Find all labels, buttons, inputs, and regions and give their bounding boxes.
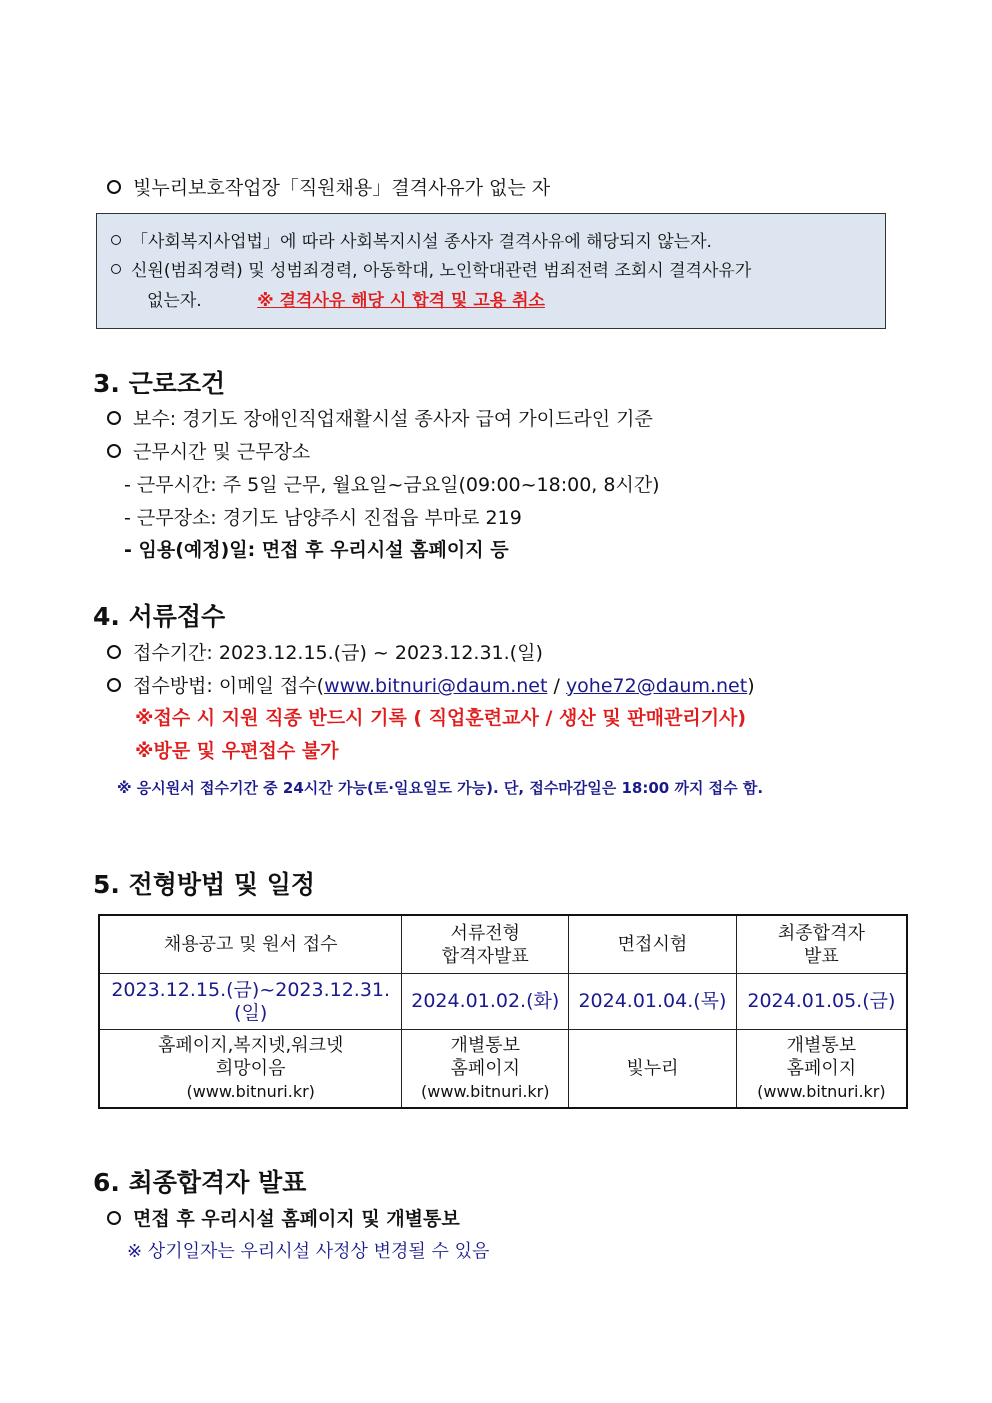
circle-bullet-icon xyxy=(107,1211,121,1225)
circle-bullet-icon xyxy=(107,444,121,458)
box-line-1: 「사회복지사업법」에 따라 사회복지시설 종사자 결격사유에 해당되지 않는자. xyxy=(111,230,712,254)
schedule-header-cell: 최종합격자 발표 xyxy=(736,915,907,974)
disqualification-box xyxy=(96,213,886,329)
box-line-3: 없는자. ※ 결격사유 해당 시 합격 및 고용 취소 xyxy=(147,291,545,311)
email-link-1[interactable]: www.bitnuri@daum.net xyxy=(324,675,548,697)
circle-bullet-icon xyxy=(111,264,121,274)
place-line: - 근무장소: 경기도 남양주시 진접읍 부마로 219 xyxy=(124,507,522,529)
final-announce-line: 면접 후 우리시설 홈페이지 및 개별통보 xyxy=(107,1207,460,1231)
schedule-date-cell: 2024.01.02.(화) xyxy=(402,974,569,1030)
section4-title: 4. 서류접수 xyxy=(93,602,226,631)
schedule-header-cell: 면접시험 xyxy=(569,915,737,974)
schedule-note-cell: 개별통보 홈페이지 (www.bitnuri.kr) xyxy=(402,1030,569,1109)
note-no-visit: ※방문 및 우편접수 불가 xyxy=(135,740,339,762)
note-job-type: ※접수 시 지원 직종 반드시 기록 ( 직업훈련교사 / 생산 및 판매관리기사) xyxy=(135,707,747,729)
section3-title: 3. 근로조건 xyxy=(93,369,226,398)
box-line-2: 신원(범죄경력) 및 성범죄경력, 아동학대, 노인학대관련 범죄전력 조회시 결격사유가 xyxy=(111,259,751,283)
section5-title: 5. 전형방법 및 일정 xyxy=(93,870,316,899)
qualification-bullet xyxy=(107,176,550,200)
method-line: 접수방법: 이메일 접수(www.bitnuri@daum.net / yohe72@daum.net) xyxy=(107,674,755,698)
circle-bullet-icon xyxy=(107,645,121,659)
schedule-date-cell: 2024.01.04.(목) xyxy=(569,974,737,1030)
qualification-text: 빛누리보호작업장「직원채용」결격사유가 없는 자 xyxy=(133,177,551,199)
circle-bullet-icon xyxy=(107,180,121,194)
schedule-header-cell: 서류전형 합격자발표 xyxy=(402,915,569,974)
hours-place-line: 근무시간 및 근무장소 xyxy=(107,440,310,464)
schedule-note-cell: 홈페이지,복지넷,워크넷 희망이음 (www.bitnuri.kr) xyxy=(99,1030,402,1109)
appointment-line: - 임용(예정)일: 면접 후 우리시설 홈페이지 등 xyxy=(124,539,509,561)
email-link-2[interactable]: yohe72@daum.net xyxy=(565,675,748,697)
schedule-change-note: ※ 상기일자는 우리시설 사정상 변경될 수 있음 xyxy=(127,1241,490,1262)
section6-title: 6. 최종합격자 발표 xyxy=(93,1168,307,1197)
circle-bullet-icon xyxy=(107,411,121,425)
note-24h: ※ 응시원서 접수기간 중 24시간 가능(토·일요일도 가능). 단, 접수마감일은 18:00 까지 접수 함. xyxy=(117,779,764,797)
schedule-table xyxy=(98,914,908,1109)
schedule-note-cell: 개별통보 홈페이지 (www.bitnuri.kr) xyxy=(736,1030,907,1109)
schedule-dates-row xyxy=(99,974,907,1030)
schedule-header-cell: 채용공고 및 원서 접수 xyxy=(99,915,402,974)
pay-line: 보수: 경기도 장애인직업재활시설 종사자 급여 가이드라인 기준 xyxy=(107,407,653,431)
schedule-header-row xyxy=(99,915,907,974)
disqualification-warning: ※ 결격사유 해당 시 합격 및 고용 취소 xyxy=(257,291,545,311)
circle-bullet-icon xyxy=(107,678,121,692)
schedule-date-cell: 2023.12.15.(금)~2023.12.31.(일) xyxy=(99,974,402,1030)
period-line: 접수기간: 2023.12.15.(금) ~ 2023.12.31.(일) xyxy=(107,641,543,665)
schedule-notes-row xyxy=(99,1030,907,1109)
schedule-note-cell: 빛누리 xyxy=(569,1030,737,1109)
circle-bullet-icon xyxy=(111,235,121,245)
schedule-date-cell: 2024.01.05.(금) xyxy=(736,974,907,1030)
hours-line: - 근무시간: 주 5일 근무, 월요일~금요일(09:00~18:00, 8시간) xyxy=(124,474,660,496)
